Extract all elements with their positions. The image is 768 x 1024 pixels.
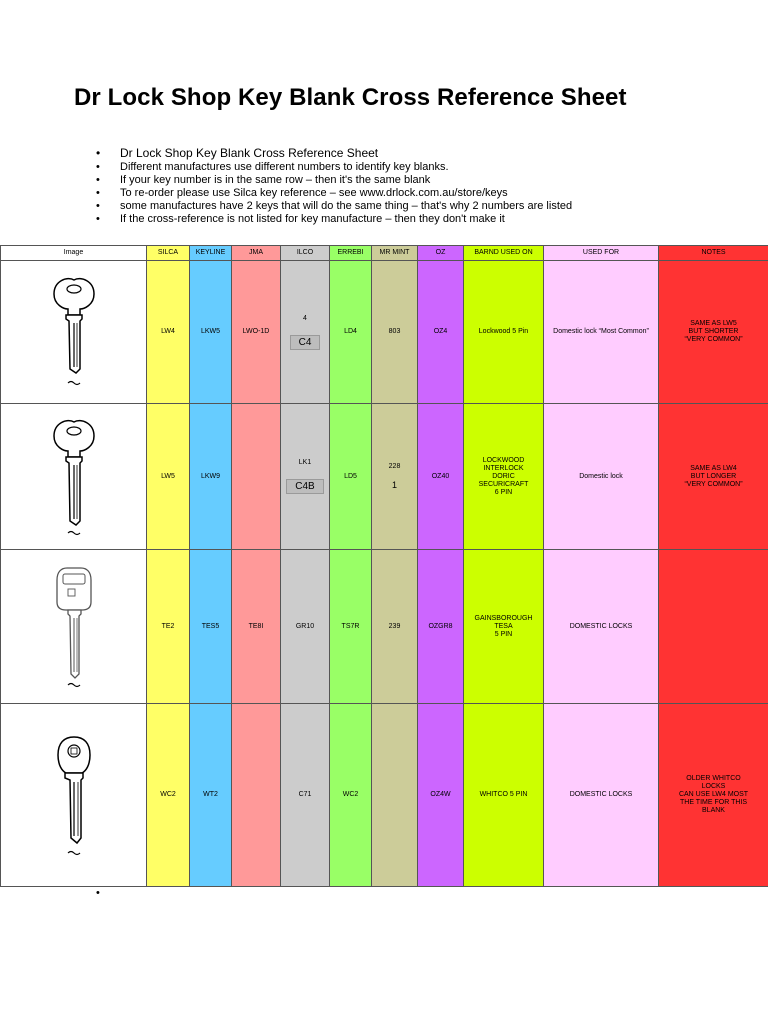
ilco-value: LK1: [298, 459, 312, 466]
note-line: “VERY COMMON”: [684, 336, 743, 343]
header-keyline: KEYLINE: [190, 246, 232, 261]
oz-cell: OZ4W: [418, 704, 464, 887]
mr-mint-value: 228: [388, 463, 401, 470]
silca-cell: WC2: [147, 704, 190, 887]
oz-cell: OZ40: [418, 404, 464, 550]
mr-mint-cell: [372, 704, 418, 887]
key-image-cell: [1, 704, 147, 887]
brand-cell: Lockwood 5 Pin: [464, 261, 544, 404]
bullet-item: • some manufactures have 2 keys that will do the same thing – that's why 2 numbers are listed: [96, 200, 572, 213]
brand-line: 5 PIN: [494, 630, 513, 638]
used-for-cell: Domestic lock: [544, 404, 659, 550]
header-oz: OZ: [418, 246, 464, 261]
brand-line: INTERLOCK: [483, 464, 524, 472]
header-jma: JMA: [232, 246, 281, 261]
note-line: BUT SHORTER: [688, 328, 739, 335]
brand-line: GAINSBOROUGH: [474, 614, 533, 622]
errebi-cell: LD4: [330, 261, 372, 404]
keyline-cell: TES5: [190, 550, 232, 704]
notes-cell: [659, 404, 768, 550]
ilco-value: 4: [303, 314, 307, 322]
header-image: Image: [1, 246, 147, 261]
mr-mint-cell: 239: [372, 550, 418, 704]
used-for-cell: DOMESTIC LOCKS: [544, 704, 659, 887]
key-te2-icon: [44, 564, 104, 689]
key-wc2-icon: [44, 733, 104, 858]
ilco-tag: C4: [290, 335, 321, 350]
brand-line: DORIC: [492, 472, 515, 480]
jma-cell: [232, 404, 281, 550]
errebi-cell: LD5: [330, 404, 372, 550]
header-mr-mint: MR MINT: [372, 246, 418, 261]
header-brand: BARND USED ON: [464, 246, 544, 261]
mr-mint-mark: 1: [391, 480, 397, 490]
silca-cell: LW4: [147, 261, 190, 404]
header-errebi: ERREBI: [330, 246, 372, 261]
intro-bullet-list: [96, 146, 572, 226]
used-for-cell: Domestic lock “Most Common”: [544, 261, 659, 404]
key-image-cell: [1, 550, 147, 704]
note-line: THE TIME FOR THIS: [679, 799, 748, 806]
header-ilco: ILCO: [281, 246, 330, 261]
brand-line: LOCKWOOD: [482, 456, 525, 464]
brand-cell: WHITCO 5 PIN: [464, 704, 544, 887]
ilco-cell: [281, 261, 330, 404]
bullet-item: • Dr Lock Shop Key Blank Cross Reference Sheet: [96, 146, 572, 160]
bullet-item: • If your key number is in the same row – then it's the same blank: [96, 174, 572, 187]
oz-cell: OZ4: [418, 261, 464, 404]
note-line: SAME AS LW4: [690, 464, 737, 472]
keyline-cell: LKW5: [190, 261, 232, 404]
errebi-cell: TS7R: [330, 550, 372, 704]
keyline-cell: WT2: [190, 704, 232, 887]
header-notes: NOTES: [659, 246, 768, 261]
note-line: “VERY COMMON”: [684, 480, 743, 488]
table-header-row: [1, 246, 768, 261]
errebi-cell: WC2: [330, 704, 372, 887]
bullet-item: • Different manufactures use different numbers to identify key blanks.: [96, 161, 572, 174]
notes-cell: [659, 550, 768, 704]
jma-cell: LWO-1D: [232, 261, 281, 404]
note-line: BUT LONGER: [690, 472, 737, 480]
brand-line: SECURICRAFT: [478, 480, 529, 488]
mr-mint-cell: 803: [372, 261, 418, 404]
note-line: LOCKS: [701, 783, 726, 790]
used-for-cell: DOMESTIC LOCKS: [544, 550, 659, 704]
brand-line: TESA: [494, 622, 513, 630]
ilco-cell: C71: [281, 704, 330, 887]
key-image-cell: [1, 261, 147, 404]
table-row: [1, 550, 768, 704]
bullet-item: • To re-order please use Silca key reference – see www.drlock.com.au/store/keys: [96, 187, 572, 200]
key-lw4-icon: [44, 275, 104, 390]
table-row: [1, 261, 768, 404]
ilco-tag: C4B: [286, 479, 323, 494]
bullet-item: • If the cross-reference is not listed for key manufacture – then they don't make it: [96, 213, 572, 226]
silca-cell: TE2: [147, 550, 190, 704]
key-lw5-icon: [44, 417, 104, 537]
oz-cell: OZGR8: [418, 550, 464, 704]
key-image-cell: [1, 404, 147, 550]
page-title: Dr Lock Shop Key Blank Cross Reference Sheet: [74, 84, 627, 111]
ilco-cell: GR10: [281, 550, 330, 704]
cross-reference-table: [0, 245, 768, 887]
table-row: [1, 704, 768, 887]
note-line: OLDER WHITCO: [686, 775, 741, 782]
ilco-cell: [281, 404, 330, 550]
brand-cell: [464, 404, 544, 550]
jma-cell: [232, 704, 281, 887]
note-line: SAME AS LW5: [690, 320, 737, 327]
brand-cell: [464, 550, 544, 704]
jma-cell: TE8I: [232, 550, 281, 704]
keyline-cell: LKW9: [190, 404, 232, 550]
table-row: [1, 404, 768, 550]
notes-cell: [659, 261, 768, 404]
header-used-for: USED FOR: [544, 246, 659, 261]
note-line: CAN USE LW4 MOST: [678, 791, 749, 798]
mr-mint-cell: [372, 404, 418, 550]
silca-cell: LW5: [147, 404, 190, 550]
brand-line: 6 PIN: [494, 488, 513, 496]
notes-cell: [659, 704, 768, 887]
trailing-bullet: •: [96, 887, 100, 899]
note-line: BLANK: [702, 807, 725, 814]
header-silca: SILCA: [147, 246, 190, 261]
